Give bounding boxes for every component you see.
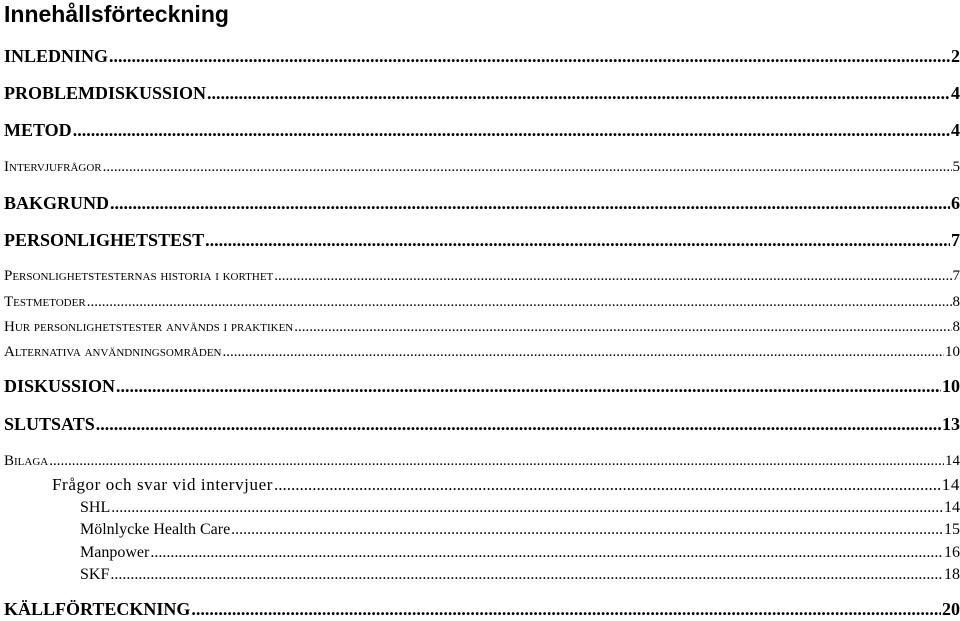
- toc-entry-label: Frågor och svar vid intervjuer: [52, 473, 273, 497]
- dot-leader: [207, 81, 950, 105]
- toc-page-number: 10: [942, 374, 960, 398]
- toc-entry-inledning[interactable]: [4, 44, 960, 68]
- toc-entry-skf[interactable]: [80, 563, 960, 587]
- dot-leader: [294, 315, 951, 339]
- dot-leader: [111, 496, 943, 520]
- toc-entry-fragor-och-svar[interactable]: [52, 473, 960, 497]
- dot-leader: [231, 518, 943, 542]
- toc-page-number: 18: [944, 563, 960, 587]
- toc-page-number: 2: [951, 44, 960, 68]
- toc-entry-label: BAKGRUND: [4, 191, 109, 215]
- toc-page-number: 7: [953, 264, 960, 288]
- dot-leader: [205, 228, 950, 252]
- toc-page-number: 10: [945, 340, 960, 364]
- dot-leader: [222, 340, 944, 364]
- toc-entry-label: METOD: [4, 118, 72, 142]
- toc-entry-label: PERSONLIGHETSTEST: [4, 228, 204, 252]
- dot-leader: [110, 563, 943, 587]
- toc-page-number: 6: [951, 191, 960, 215]
- toc-entry-label: Testmetoder: [4, 290, 86, 314]
- toc-entry-label: Intervjufrågor: [4, 155, 102, 179]
- toc-entry-molnlycke[interactable]: [80, 518, 960, 542]
- toc-entry-bakgrund[interactable]: [4, 191, 960, 215]
- toc-entry-label: DISKUSSION: [4, 374, 115, 398]
- toc-entry-personlighetstest[interactable]: [4, 228, 960, 252]
- toc-page-number: 5: [953, 155, 960, 179]
- toc-entry-bilaga[interactable]: [4, 449, 960, 473]
- toc-page-number: 8: [953, 290, 960, 314]
- dot-leader: [49, 449, 944, 473]
- toc-entry-alternativa[interactable]: [4, 340, 960, 364]
- toc-page-number: 14: [945, 449, 960, 473]
- toc-entry-label: PROBLEMDISKUSSION: [4, 81, 206, 105]
- toc-entry-label: SLUTSATS: [4, 412, 95, 436]
- toc-page-number: 4: [951, 118, 960, 142]
- dot-leader: [116, 374, 941, 398]
- toc-entry-praktiken[interactable]: [4, 315, 960, 339]
- toc-page-number: 16: [944, 541, 960, 565]
- toc-entry-label: INLEDNING: [4, 44, 108, 68]
- toc-entry-label: Personlighetstesternas historia i korthet: [4, 264, 273, 288]
- toc-entry-label: Manpower: [80, 541, 149, 565]
- toc-entry-label: KÄLLFÖRTECKNING: [4, 597, 190, 621]
- dot-leader: [103, 155, 952, 179]
- dot-leader: [96, 412, 941, 436]
- dot-leader: [110, 191, 950, 215]
- toc-entry-shl[interactable]: [80, 496, 960, 520]
- dot-leader: [274, 473, 941, 497]
- toc-entry-manpower[interactable]: [80, 541, 960, 565]
- toc-entry-label: Bilaga: [4, 449, 48, 473]
- toc-page-number: 20: [942, 597, 960, 621]
- dot-leader: [191, 597, 941, 621]
- toc-page-number: 8: [953, 315, 960, 339]
- toc-page-number: 14: [944, 496, 960, 520]
- toc-page-number: 14: [942, 473, 960, 497]
- toc-page-number: 15: [944, 518, 960, 542]
- toc-entry-historia[interactable]: [4, 264, 960, 288]
- dot-leader: [274, 264, 951, 288]
- toc-entry-label: SKF: [80, 563, 109, 587]
- dot-leader: [87, 290, 952, 314]
- toc-entry-diskussion[interactable]: [4, 374, 960, 398]
- toc-page-number: 4: [951, 81, 960, 105]
- toc-entry-intervjufragor[interactable]: [4, 155, 960, 179]
- toc-entry-label: SHL: [80, 496, 110, 520]
- toc-page-number: 7: [951, 228, 960, 252]
- toc-title: Innehållsförteckning: [4, 0, 229, 30]
- dot-leader: [73, 118, 950, 142]
- toc-entry-label: Alternativa användningsområden: [4, 340, 221, 364]
- dot-leader: [109, 44, 950, 68]
- dot-leader: [150, 541, 943, 565]
- toc-entry-testmetoder[interactable]: [4, 290, 960, 314]
- toc-entry-metod[interactable]: [4, 118, 960, 142]
- toc-entry-kallforteckning[interactable]: [4, 597, 960, 621]
- toc-entry-label: Hur personlighetstester används i praktiken: [4, 315, 293, 339]
- toc-entry-problemdiskussion[interactable]: [4, 81, 960, 105]
- toc-page-number: 13: [942, 412, 960, 436]
- toc-entry-label: Mölnlycke Health Care: [80, 518, 230, 542]
- toc-entry-slutsats[interactable]: [4, 412, 960, 436]
